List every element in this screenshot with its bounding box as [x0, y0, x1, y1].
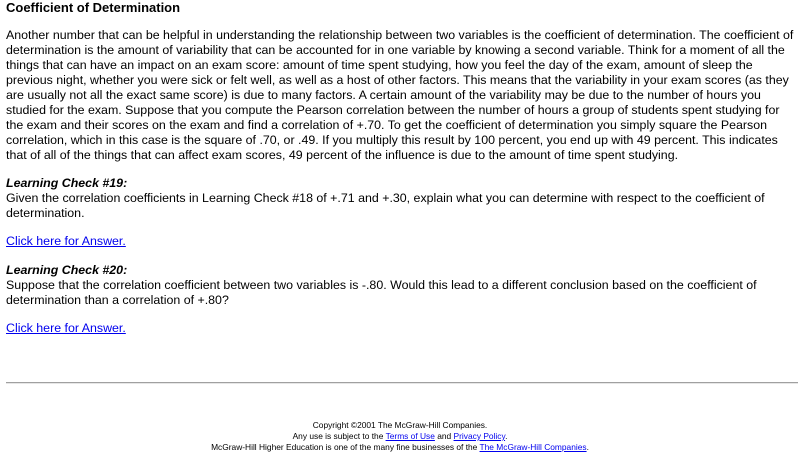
business-suffix: .: [586, 442, 589, 452]
horizontal-divider: [6, 382, 798, 384]
learning-check-19: [6, 176, 798, 250]
business-line: [0, 442, 800, 453]
intro-paragraph: Another number that can be helpful in understanding the relationship between two variables is the coefficient of determination. The coefficient of determination is the amount of variability that can be accounted for in one variable by knowing a second variable. Think for a moment of all the things that can have an impact on an exam score: amount of time spent studying, how you feel the day of the exam, amount of sleep the previous night, whether you were sick or felt well, as well as a host of other factors. This means that the variability in your exam scores (as they are usually not all the exact same score) is due to many factors. A certain amount of the variability may be due to the number of hours you studied for the exam. Suppose that you compute the Pearson correlation between the number of hours a group of students spent studying for the exam and their scores on the exam and find a correlation of +.70. To get the coefficient of determination you simply square the Pearson correlation, which in this case is the square of .70, or .49. If you multiply this result by 100 percent, you end up with 49 percent. This indicates that of all of the things that can affect exam scores, 49 percent of the influence is due to the amount of time spent studying.: [6, 28, 794, 162]
learning-check-question: Suppose that the correlation coefficient between two variables is -.80. Would this lead to a different conclusion based on the coefficient of determination than a correlation of +.80?: [6, 278, 757, 307]
main-content: [6, 0, 798, 337]
learning-check-question: Given the correlation coefficients in Learning Check #18 of +.71 and +.30, explain what you can determine with respect to the coefficient of determination.: [6, 191, 765, 220]
answer-link-20[interactable]: Click here for Answer.: [6, 321, 126, 335]
terms-prefix: Any use is subject to the: [292, 431, 386, 441]
learning-check-20: [6, 263, 798, 337]
copyright-text: Copyright ©2001 The McGraw-Hill Companies.: [312, 420, 488, 430]
terms-suffix: .: [505, 431, 508, 441]
and-text: and: [434, 431, 454, 441]
page-title: Coefficient of Determination: [6, 0, 181, 15]
learning-check-heading: Learning Check #20:: [6, 263, 128, 277]
privacy-policy-link[interactable]: Privacy Policy: [453, 431, 506, 441]
business-prefix: McGraw-Hill Higher Education is one of the many fine businesses of the: [211, 442, 480, 452]
mcgraw-hill-companies-link[interactable]: The McGraw-Hill Companies: [479, 442, 587, 452]
learning-check-heading: Learning Check #19:: [6, 176, 128, 190]
terms-of-use-link[interactable]: Terms of Use: [385, 431, 435, 441]
footer: [0, 420, 800, 453]
answer-link-19[interactable]: Click here for Answer.: [6, 234, 126, 248]
terms-line: [0, 431, 800, 442]
